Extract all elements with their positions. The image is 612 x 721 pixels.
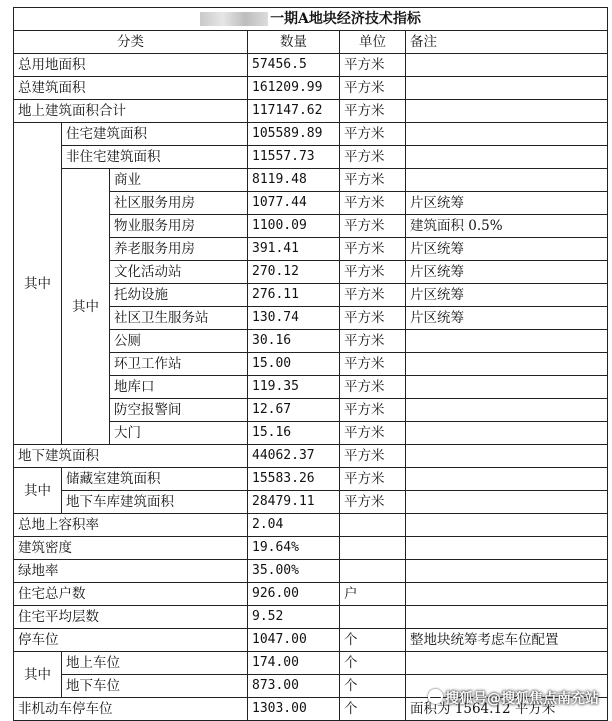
row-note: 整地块统筹考虑车位配置 [406, 629, 608, 652]
row-value: 105589.89 [248, 123, 340, 146]
row-note [406, 491, 608, 514]
header-category: 分类 [14, 31, 248, 54]
row-label: 商业 [110, 169, 248, 192]
group-label-above-ground: 其中 [14, 123, 62, 445]
row-value: 391.41 [248, 238, 340, 261]
row-label: 地上车位 [62, 652, 248, 675]
table-row [14, 100, 608, 123]
row-note [406, 100, 608, 123]
row-unit: 平方米 [340, 376, 406, 399]
row-unit: 平方米 [340, 238, 406, 261]
row-unit: 平方米 [340, 77, 406, 100]
sohu-logo-icon [428, 689, 443, 704]
row-unit: 平方米 [340, 146, 406, 169]
row-unit: 个 [340, 698, 406, 721]
row-label: 总建筑面积 [14, 77, 248, 100]
row-value: 119.35 [248, 376, 340, 399]
row-label: 总用地面积 [14, 54, 248, 77]
row-note [406, 169, 608, 192]
row-value: 11557.73 [248, 146, 340, 169]
row-value: 9.52 [248, 606, 340, 629]
table-row [14, 491, 608, 514]
header-unit: 单位 [340, 31, 406, 54]
row-unit: 平方米 [340, 330, 406, 353]
row-label: 绿地率 [14, 560, 248, 583]
row-value: 35.00% [248, 560, 340, 583]
row-label: 住宅建筑面积 [62, 123, 248, 146]
row-unit: 个 [340, 629, 406, 652]
row-label: 物业服务用房 [110, 215, 248, 238]
row-unit: 平方米 [340, 100, 406, 123]
row-unit: 平方米 [340, 54, 406, 77]
row-note [406, 422, 608, 445]
row-value: 130.74 [248, 307, 340, 330]
row-note [406, 514, 608, 537]
row-label: 非住宅建筑面积 [62, 146, 248, 169]
row-label: 社区卫生服务站 [110, 307, 248, 330]
row-unit: 平方米 [340, 468, 406, 491]
row-unit: 平方米 [340, 261, 406, 284]
row-note [406, 330, 608, 353]
group-label-non-residential: 其中 [62, 169, 110, 445]
row-note: 片区统筹 [406, 238, 608, 261]
row-value: 2.04 [248, 514, 340, 537]
group-label-underground: 其中 [14, 468, 62, 514]
row-value: 8119.48 [248, 169, 340, 192]
row-unit: 个 [340, 675, 406, 698]
row-label: 地下车位 [62, 675, 248, 698]
row-unit: 平方米 [340, 445, 406, 468]
watermark-text: 搜狐号@搜狐焦点南充站 [445, 691, 599, 707]
row-value: 19.64% [248, 537, 340, 560]
row-unit: 平方米 [340, 123, 406, 146]
row-note [406, 353, 608, 376]
title-row [14, 8, 608, 31]
redacted-project-name [200, 12, 268, 26]
row-label: 文化活动站 [110, 261, 248, 284]
table-row [14, 583, 608, 606]
table-title: 一期A地块经济技术指标 [14, 8, 608, 31]
row-unit: 平方米 [340, 284, 406, 307]
row-value: 44062.37 [248, 445, 340, 468]
table-row [14, 169, 608, 192]
row-label: 环卫工作站 [110, 353, 248, 376]
row-unit: 平方米 [340, 169, 406, 192]
row-value: 57456.5 [248, 54, 340, 77]
row-unit [340, 560, 406, 583]
row-unit: 平方米 [340, 215, 406, 238]
row-value: 30.16 [248, 330, 340, 353]
row-label: 总地上容积率 [14, 514, 248, 537]
row-value: 1077.44 [248, 192, 340, 215]
table-row [14, 652, 608, 675]
header-row [14, 31, 608, 54]
table-row [14, 54, 608, 77]
row-label: 住宅平均层数 [14, 606, 248, 629]
row-label: 储藏室建筑面积 [62, 468, 248, 491]
row-label: 地库口 [110, 376, 248, 399]
row-value: 1303.00 [248, 698, 340, 721]
row-unit: 户 [340, 583, 406, 606]
row-value: 12.67 [248, 399, 340, 422]
row-note [406, 123, 608, 146]
row-note [406, 606, 608, 629]
row-value: 276.11 [248, 284, 340, 307]
table-row [14, 560, 608, 583]
table-row [14, 146, 608, 169]
row-unit: 平方米 [340, 399, 406, 422]
row-label: 非机动车停车位 [14, 698, 248, 721]
row-value: 15.16 [248, 422, 340, 445]
row-note: 片区统筹 [406, 261, 608, 284]
row-unit: 平方米 [340, 307, 406, 330]
row-note [406, 376, 608, 399]
table-row [14, 445, 608, 468]
group-label-parking: 其中 [14, 652, 62, 698]
row-value: 873.00 [248, 675, 340, 698]
watermark [426, 688, 599, 708]
row-value: 1100.09 [248, 215, 340, 238]
row-unit: 平方米 [340, 422, 406, 445]
row-unit: 个 [340, 652, 406, 675]
row-note [406, 77, 608, 100]
row-label: 大门 [110, 422, 248, 445]
row-label: 住宅总户数 [14, 583, 248, 606]
header-note: 备注 [406, 31, 608, 54]
row-label: 公厕 [110, 330, 248, 353]
table-row [14, 123, 608, 146]
table-row [14, 468, 608, 491]
row-note [406, 537, 608, 560]
row-note [406, 652, 608, 675]
row-value: 174.00 [248, 652, 340, 675]
row-unit [340, 537, 406, 560]
row-note [406, 468, 608, 491]
row-note: 面积为 1564.12 平方米 [406, 698, 608, 721]
row-value: 161209.99 [248, 77, 340, 100]
row-note [406, 445, 608, 468]
row-note: 片区统筹 [406, 192, 608, 215]
table-row [14, 629, 608, 652]
row-note [406, 399, 608, 422]
row-note: 片区统筹 [406, 307, 608, 330]
table-row [14, 514, 608, 537]
row-unit [340, 606, 406, 629]
row-unit: 平方米 [340, 192, 406, 215]
row-label: 防空报警间 [110, 399, 248, 422]
row-note: 片区统筹 [406, 284, 608, 307]
row-label: 地上建筑面积合计 [14, 100, 248, 123]
row-label: 地下建筑面积 [14, 445, 248, 468]
row-note [406, 146, 608, 169]
row-unit: 平方米 [340, 353, 406, 376]
row-note [406, 560, 608, 583]
row-note [406, 583, 608, 606]
table-row [14, 537, 608, 560]
row-label: 停车位 [14, 629, 248, 652]
row-value: 28479.11 [248, 491, 340, 514]
row-unit: 平方米 [340, 491, 406, 514]
row-unit [340, 514, 406, 537]
row-value: 117147.62 [248, 100, 340, 123]
row-label: 建筑密度 [14, 537, 248, 560]
row-label: 养老服务用房 [110, 238, 248, 261]
row-note [406, 54, 608, 77]
table-row [14, 77, 608, 100]
indicator-table [13, 7, 608, 721]
row-label: 地下车库建筑面积 [62, 491, 248, 514]
row-value: 926.00 [248, 583, 340, 606]
row-value: 1047.00 [248, 629, 340, 652]
row-note: 建筑面积 0.5% [406, 215, 608, 238]
row-label: 托幼设施 [110, 284, 248, 307]
header-quantity: 数量 [248, 31, 340, 54]
economic-indicator-sheet [13, 7, 608, 721]
row-label: 社区服务用房 [110, 192, 248, 215]
row-value: 15.00 [248, 353, 340, 376]
row-value: 15583.26 [248, 468, 340, 491]
row-value: 270.12 [248, 261, 340, 284]
table-row [14, 606, 608, 629]
